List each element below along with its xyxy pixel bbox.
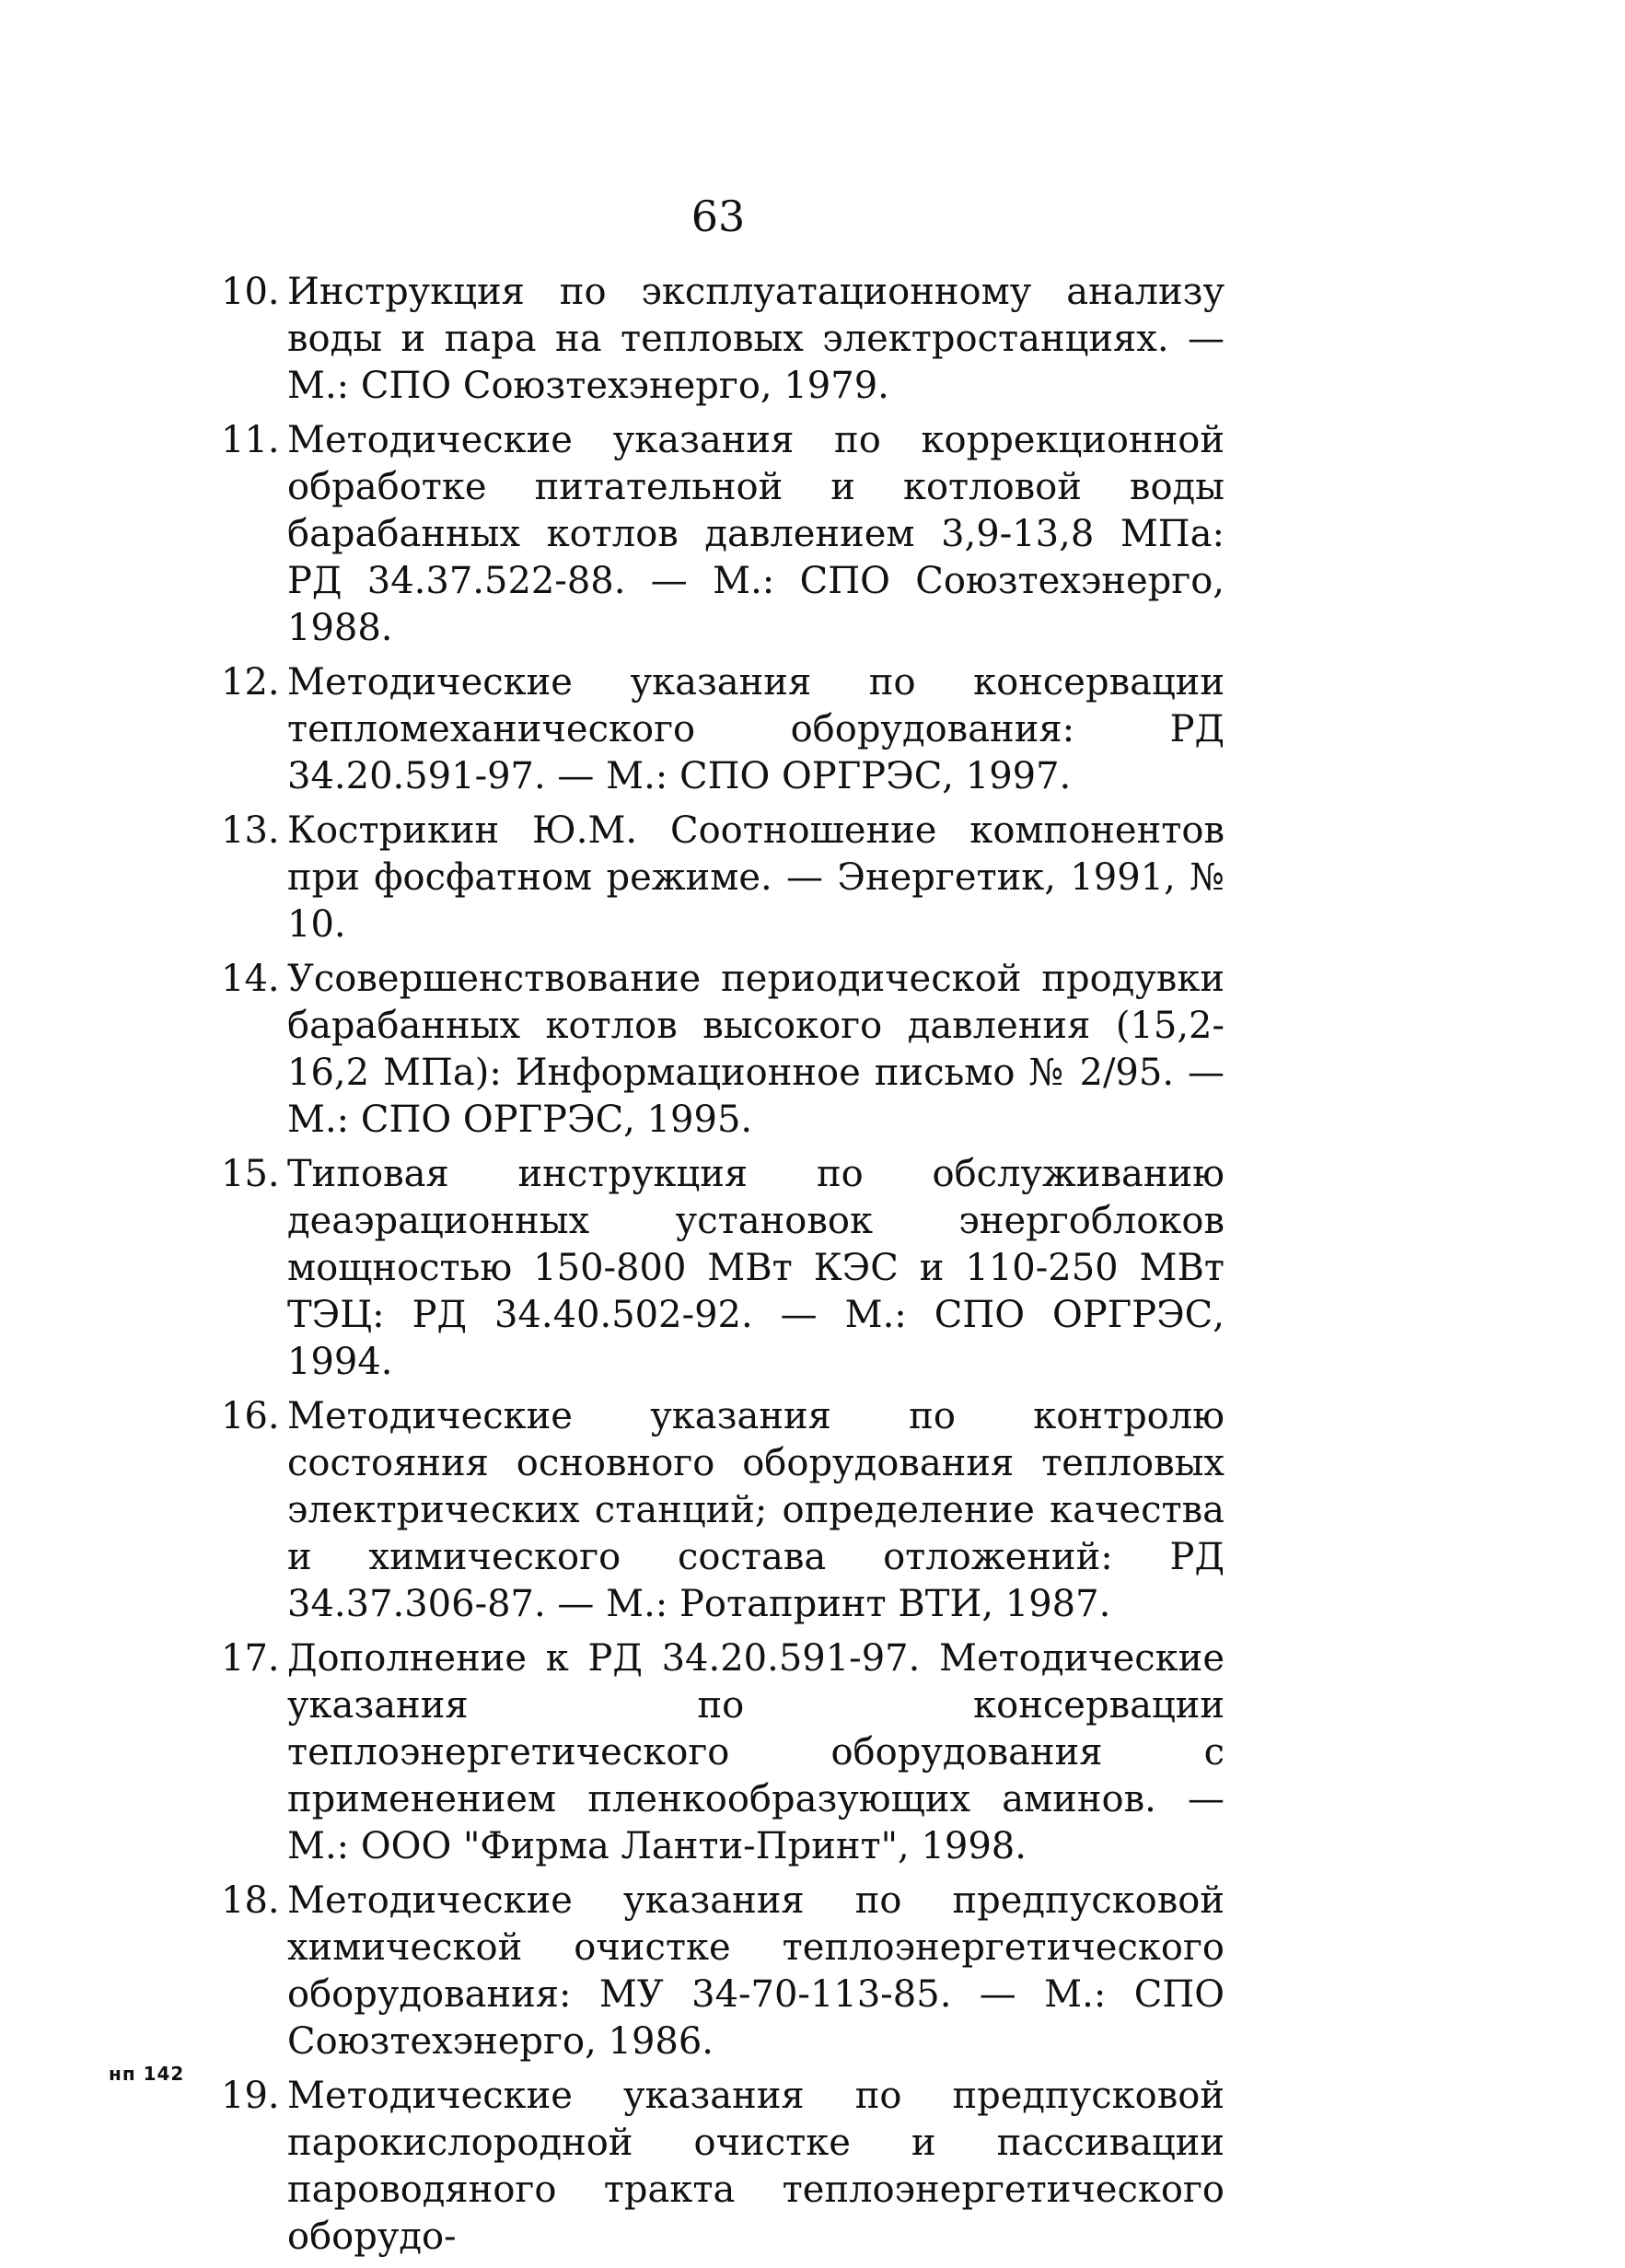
reference-number: 13.	[221, 809, 280, 852]
reference-text: Инструкция по эксплуатационному анализу воды и пара на тепловых электростанциях. — М.: СПО Союзтехэнерго, 1979.	[287, 271, 1225, 407]
reference-item	[221, 956, 1225, 1144]
reference-item	[221, 1878, 1225, 2065]
reference-item	[221, 269, 1225, 410]
reference-item	[221, 659, 1225, 800]
reference-number: 12.	[221, 661, 280, 704]
reference-item	[221, 808, 1225, 948]
reference-number: 14.	[221, 958, 280, 1000]
reference-number: 10.	[221, 271, 280, 313]
reference-text: Методические указания по контролю состояния основного оборудования тепловых электрических станций; определение качества и химического состава отложений: РД 34.37.306-87. — М.: Ротапринт ВТИ, 1987.	[287, 1395, 1225, 1625]
reference-text: Кострикин Ю.М. Соотношение компонентов при фосфатном режиме. — Энергетик, 1991, № 10.	[287, 809, 1225, 946]
reference-item	[221, 417, 1225, 652]
printer-mark: нп 142	[109, 2063, 185, 2085]
reference-number: 11.	[221, 419, 280, 461]
reference-text: Усовершенствование периодической продувки барабанных котлов высокого давления (15,2-16,2 МПа): Информационное письмо № 2/95. — М.: СПО ОРГРЭС, 1995.	[287, 958, 1225, 1141]
reference-list	[221, 269, 1225, 2268]
reference-number: 15.	[221, 1153, 280, 1195]
reference-text: Методические указания по предпусковой парокислородной очистке и пассивации пароводяного тракта теплоэнергетического оборудо-	[287, 2075, 1225, 2258]
reference-item	[221, 1393, 1225, 1628]
reference-text: Методические указания по предпусковой химической очистке теплоэнергетического оборудования: МУ 34-70-113-85. — М.: СПО Союзтехэнерго, 1986.	[287, 1879, 1225, 2063]
reference-number: 16.	[221, 1395, 280, 1437]
reference-number: 18.	[221, 1879, 280, 1922]
reference-item	[221, 1635, 1225, 1870]
reference-number: 17.	[221, 1637, 280, 1680]
reference-item	[221, 1151, 1225, 1386]
page-number: 63	[691, 192, 746, 241]
reference-text: Типовая инструкция по обслуживанию деаэрационных установок энергоблоков мощностью 150-800 МВт КЭС и 110-250 МВт ТЭЦ: РД 34.40.502-92. — М.: СПО ОРГРЭС, 1994.	[287, 1153, 1225, 1383]
reference-text: Дополнение к РД 34.20.591-97. Методические указания по консервации теплоэнергетического оборудования с применением пленкообразующих аминов. — М.: ООО "Фирма Ланти-Принт", 1998.	[287, 1637, 1225, 1867]
reference-text: Методические указания по коррекционной обработке питательной и котловой воды барабанных котлов давлением 3,9-13,8 МПа: РД 34.37.522-88. — М.: СПО Союзтехэнерго, 1988.	[287, 419, 1225, 649]
reference-number: 19.	[221, 2075, 280, 2117]
reference-item	[221, 2073, 1225, 2261]
reference-text: Методические указания по консервации тепломеханического оборудования: РД 34.20.591-97. — М.: СПО ОРГРЭС, 1997.	[287, 661, 1225, 797]
